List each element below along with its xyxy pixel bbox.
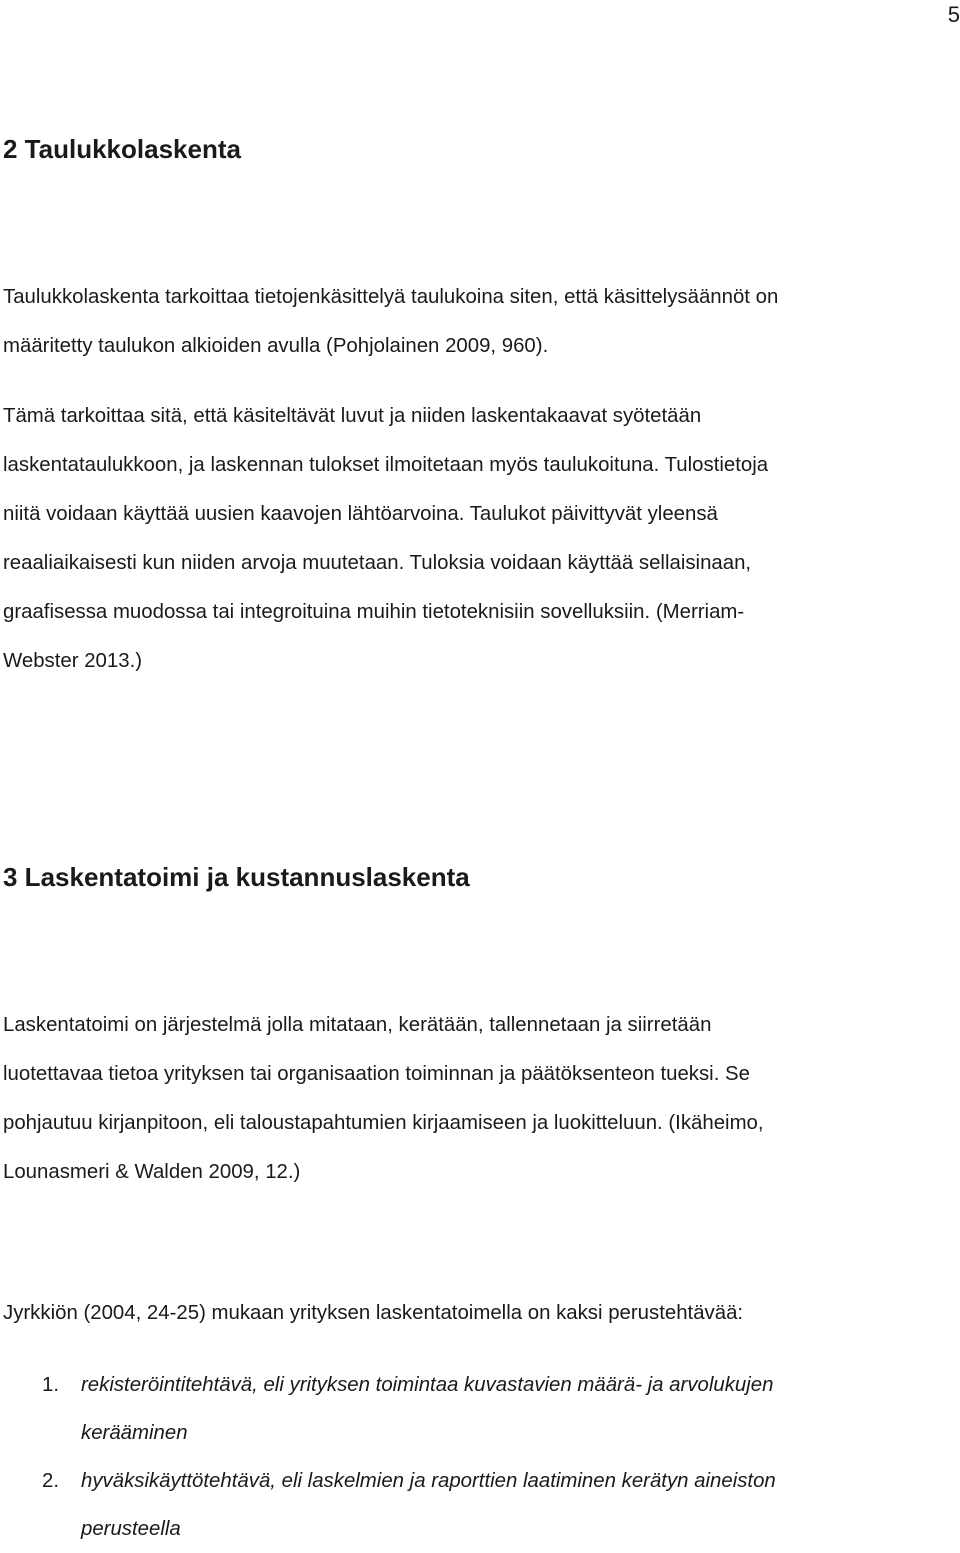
list-item: [3, 1361, 955, 1457]
text-line: Taulukkolaskenta tarkoittaa tietojenkäsittelyä taulukoina siten, että käsittelysäännöt on: [3, 286, 779, 308]
list-item: [3, 1457, 955, 1553]
text-line: kerääminen: [81, 1422, 188, 1444]
task-list: [3, 1361, 955, 1553]
page-number: 5: [947, 2, 960, 27]
text-line: Tämä tarkoittaa sitä, että käsiteltävät luvut ja niiden laskentakaavat syötetään: [3, 405, 702, 427]
text-line: Jyrkkiön (2004, 24-25) mukaan yrityksen laskentatoimella on kaksi perustehtävää:: [3, 1302, 744, 1324]
section-heading-taulukkolaskenta: 2 Taulukkolaskenta: [3, 134, 241, 164]
list-number: 1.: [42, 1374, 60, 1396]
text-line: rekisteröintitehtävä, eli yrityksen toimintaa kuvastavien määrä- ja arvolukujen: [81, 1374, 774, 1396]
text-line: laskentataulukkoon, ja laskennan tulokset ilmoitetaan myös taulukoituna. Tulostietoja: [3, 454, 769, 476]
text-line: perusteella: [81, 1518, 181, 1540]
text-line: määritetty taulukon alkioiden avulla (Pohjolainen 2009, 960).: [3, 335, 549, 357]
list-number: 2.: [42, 1470, 60, 1492]
text-line: Lounasmeri & Walden 2009, 12.): [3, 1161, 301, 1183]
text-line: reaaliaikaisesti kun niiden arvoja muutetaan. Tuloksia voidaan käyttää sellaisinaan,: [3, 552, 752, 574]
text-line: niitä voidaan käyttää uusien kaavojen lähtöarvoina. Taulukot päivittyvät yleensä: [3, 503, 718, 525]
text-line: Laskentatoimi on järjestelmä jolla mitataan, kerätään, tallennetaan ja siirretään: [3, 1014, 712, 1036]
paragraph-list-intro: [3, 1289, 955, 1338]
section-heading-laskentatoimi: 3 Laskentatoimi ja kustannuslaskenta: [3, 862, 470, 892]
paragraph-definition: [3, 273, 955, 371]
text-line: Webster 2013.): [3, 650, 143, 672]
paragraph-explanation: [3, 392, 955, 686]
paragraph-laskentatoimi: [3, 1001, 955, 1197]
text-line: pohjautuu kirjanpitoon, eli taloustapahtumien kirjaamiseen ja luokitteluun. (Ikäheimo,: [3, 1112, 764, 1134]
text-line: graafisessa muodossa tai integroituina muihin tietoteknisiin sovelluksiin. (Merriam-: [3, 601, 745, 623]
text-line: luotettavaa tietoa yrityksen tai organisaation toiminnan ja päätöksenteon tueksi. Se: [3, 1063, 750, 1085]
text-line: hyväksikäyttötehtävä, eli laskelmien ja raporttien laatiminen kerätyn aineiston: [81, 1470, 776, 1492]
